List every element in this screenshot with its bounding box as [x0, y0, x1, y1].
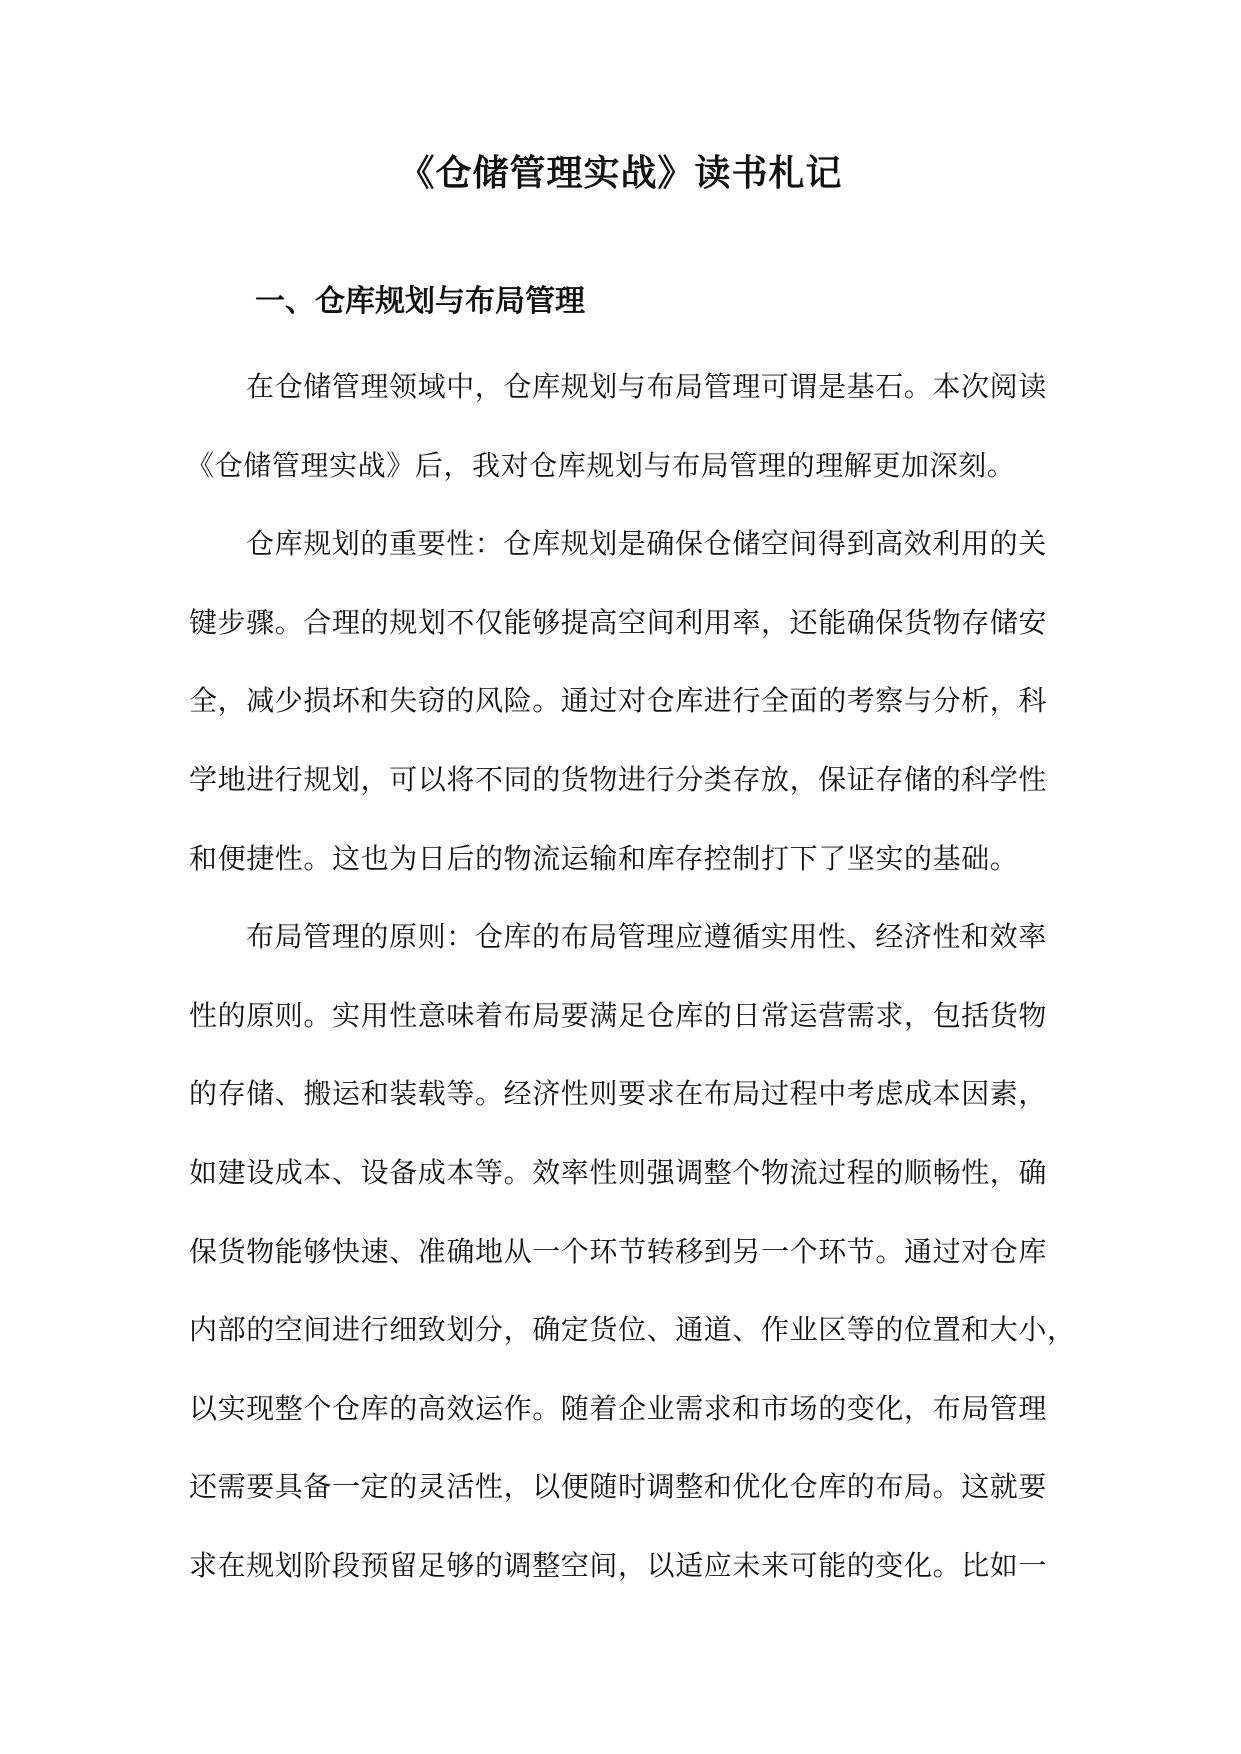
paragraph-line: 的存储、搬运和装载等。经济性则要求在布局过程中考虑成本因素， [189, 1077, 1048, 1110]
paragraph-line: 内部的空间进行细致划分，确定货位、通道、作业区等的位置和大小， [189, 1313, 1076, 1346]
paragraph-line: 在仓储管理领域中，仓库规划与布局管理可谓是基石。本次阅读 [246, 370, 1047, 403]
paragraph-line: 和便捷性。这也为日后的物流运输和库存控制打下了坚实的基础。 [189, 842, 1019, 875]
paragraph-line: 还需要具备一定的灵活性，以便随时调整和优化仓库的布局。这就要 [189, 1470, 1048, 1503]
section-heading: 一、仓库规划与布局管理 [255, 284, 585, 319]
paragraph-line: 布局管理的原则：仓库的布局管理应遵循实用性、经济性和效率 [246, 920, 1047, 953]
document-title: 《仓储管理实战》读书札记 [398, 153, 843, 194]
paragraph-line: 以实现整个仓库的高效运作。随着企业需求和市场的变化，布局管理 [189, 1392, 1048, 1425]
paragraph-line: 键步骤。合理的规划不仅能够提高空间利用率，还能确保货物存储安 [189, 606, 1048, 639]
paragraph-line: 《仓储管理实战》后，我对仓库规划与布局管理的理解更加深刻。 [186, 449, 1016, 482]
paragraph-line: 求在规划阶段预留足够的调整空间，以适应未来可能的变化。比如一 [189, 1549, 1048, 1582]
paragraph-line: 如建设成本、设备成本等。效率性则强调整个物流过程的顺畅性，确 [189, 1156, 1048, 1189]
paragraph-line: 仓库规划的重要性：仓库规划是确保仓储空间得到高效利用的关 [246, 527, 1047, 560]
paragraph-line: 全，减少损坏和失窃的风险。通过对仓库进行全面的考察与分析，科 [189, 684, 1048, 717]
paragraph-line: 学地进行规划，可以将不同的货物进行分类存放，保证存储的科学性 [189, 763, 1048, 796]
paragraph-line: 性的原则。实用性意味着布局要满足仓库的日常运营需求，包括货物 [189, 999, 1048, 1032]
paragraph-line: 保货物能够快速、准确地从一个环节转移到另一个环节。通过对仓库 [189, 1235, 1048, 1268]
